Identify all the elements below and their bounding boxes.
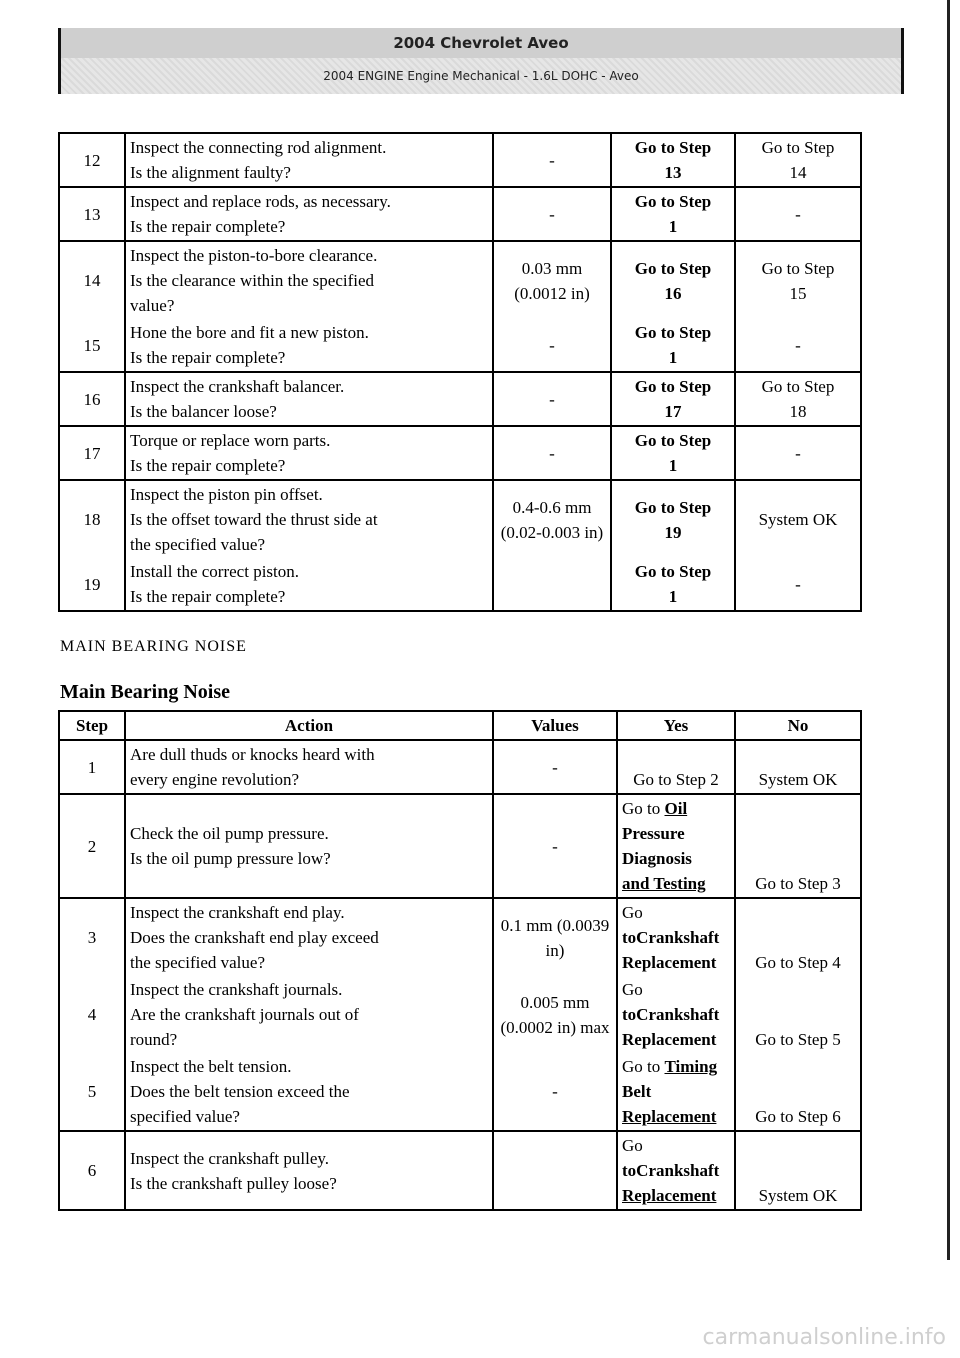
cell-line: Go to Step: [634, 431, 712, 450]
table-row: [59, 976, 861, 1053]
table-row: [59, 1053, 861, 1131]
yes-cell[interactable]: [611, 319, 735, 372]
link-prefix: Go to: [622, 799, 665, 818]
cell-line: Go: [622, 980, 643, 999]
cell-line: Is the crankshaft pulley loose?: [130, 1173, 337, 1193]
procedure-link[interactable]: Belt: [622, 1082, 652, 1101]
cell-line: Torque or replace worn parts.: [130, 431, 331, 450]
no-cell[interactable]: System OK: [735, 740, 861, 794]
cell-line: 17: [664, 402, 682, 421]
cell-line: Is the clearance within the specified: [130, 271, 375, 290]
action-cell: [125, 794, 493, 898]
cell-line: Go: [622, 903, 643, 922]
cell-line: -: [795, 443, 801, 463]
cell-line: [622, 871, 730, 896]
no-cell[interactable]: [735, 187, 861, 241]
cell-line: 19: [664, 522, 682, 542]
cell-line: [622, 846, 730, 871]
header-no: No: [735, 711, 861, 740]
table-row: [59, 319, 861, 372]
yes-cell[interactable]: [617, 1053, 735, 1131]
table-row: [59, 1131, 861, 1210]
cell-line: every engine revolution?: [130, 770, 299, 789]
values-cell: -: [493, 794, 617, 898]
action-cell: [125, 558, 493, 611]
values-cell: 0.03 mm (0.0012 in): [493, 241, 611, 319]
cell-line: Does the crankshaft end play exceed: [130, 928, 379, 947]
table-row: [59, 898, 861, 976]
cell-line: Go to Step: [634, 323, 712, 342]
no-cell[interactable]: [735, 558, 861, 611]
cell-line: 1: [668, 456, 678, 475]
cell-line: the specified value?: [130, 953, 265, 972]
header-step: Step: [59, 711, 125, 740]
cell-line: Replacement: [622, 953, 717, 972]
step-cell: 6: [59, 1131, 125, 1210]
header-yes: Yes: [617, 711, 735, 740]
cell-line: Inspect the crankshaft balancer.: [130, 377, 345, 396]
cell-line: the specified value?: [130, 535, 265, 554]
cell-line: Is the offset toward the thrust side at: [130, 510, 378, 529]
cell-line: value?: [130, 296, 175, 315]
table-row: [59, 133, 861, 187]
cell-line: Inspect the piston-to-bore clearance.: [130, 246, 378, 265]
cell-line: round?: [130, 1030, 178, 1049]
action-cell: [125, 740, 493, 794]
cell-line: Go to Step: [634, 138, 712, 157]
action-cell: [125, 241, 493, 319]
cell-line: Is the repair complete?: [130, 587, 286, 606]
cell-line: Go to Step: [634, 377, 712, 396]
action-cell: [125, 898, 493, 976]
values-cell: -: [493, 319, 611, 372]
cell-line: -: [795, 574, 801, 594]
cell-line: Is the oil pump pressure low?: [130, 849, 331, 868]
cell-line: Go to Step: [761, 377, 835, 396]
cell-line: toCrankshaft: [622, 1161, 720, 1180]
diagnostic-table-continued: [58, 132, 862, 612]
cell-line: -: [795, 204, 801, 224]
cell-line: specified value?: [130, 1107, 240, 1126]
cell-line: Is the alignment faulty?: [130, 163, 291, 182]
step-cell: 19: [59, 558, 125, 611]
cell-line: Is the repair complete?: [130, 456, 286, 475]
cell-line: -: [795, 335, 801, 355]
no-cell[interactable]: [735, 241, 861, 319]
values-cell: -: [493, 133, 611, 187]
cell-line: 13: [664, 163, 682, 182]
cell-line: 1: [668, 348, 678, 367]
cell-line: Is the repair complete?: [130, 348, 286, 367]
table-row: [59, 187, 861, 241]
no-cell[interactable]: [735, 372, 861, 426]
procedure-link[interactable]: Timing: [664, 1057, 718, 1076]
cell-line: Go to Step: [634, 562, 712, 581]
cell-line: Are dull thuds or knocks heard with: [130, 745, 375, 764]
action-cell: [125, 976, 493, 1053]
cell-line: 15: [789, 283, 807, 303]
yes-cell[interactable]: Go to Step 2: [617, 740, 735, 794]
cell-line: Inspect the connecting rod alignment.: [130, 138, 387, 157]
cell-line: toCrankshaft: [622, 928, 720, 947]
yes-cell[interactable]: [611, 187, 735, 241]
yes-cell[interactable]: [611, 372, 735, 426]
values-cell: -: [493, 426, 611, 480]
yes-cell[interactable]: [617, 976, 735, 1053]
yes-cell[interactable]: [611, 558, 735, 611]
no-cell[interactable]: Go to Step 5: [735, 976, 861, 1053]
table-row: [59, 480, 861, 558]
cell-line: Go to Step: [761, 138, 835, 157]
step-cell: 3: [59, 898, 125, 976]
table-row: [59, 740, 861, 794]
cell-line: Inspect the piston pin offset.: [130, 485, 323, 504]
step-cell: 15: [59, 319, 125, 372]
step-cell: 14: [59, 241, 125, 319]
step-cell: 13: [59, 187, 125, 241]
step-cell: 2: [59, 794, 125, 898]
action-cell: [125, 480, 493, 558]
table-row: [59, 558, 861, 611]
procedure-link[interactable]: Oil: [664, 799, 688, 818]
cell-line: Is the repair complete?: [130, 217, 286, 236]
no-cell[interactable]: Go to Step 4: [735, 898, 861, 976]
cell-line: [622, 1079, 730, 1104]
section-label: MAIN BEARING NOISE: [60, 638, 247, 655]
no-cell[interactable]: [735, 319, 861, 372]
cell-line: Go to Step: [761, 258, 835, 278]
cell-line: System OK: [758, 510, 838, 529]
watermark: carmanualsonline.info: [702, 1325, 946, 1350]
cell-line: Go to Step: [634, 497, 712, 517]
yes-cell[interactable]: [611, 241, 735, 319]
no-cell[interactable]: Go to Step 3: [735, 794, 861, 898]
table-row: [59, 794, 861, 898]
document-subtitle: 2004 ENGINE Engine Mechanical - 1.6L DOHC - Aveo: [61, 58, 901, 94]
cell-line: Inspect and replace rods, as necessary.: [130, 192, 391, 211]
table-row: [59, 372, 861, 426]
action-cell: [125, 187, 493, 241]
cell-line: Install the correct piston.: [130, 562, 300, 581]
cell-line: Inspect the crankshaft pulley.: [130, 1148, 330, 1168]
step-cell: 1: [59, 740, 125, 794]
procedure-link[interactable]: Diagnosis: [622, 849, 692, 868]
document-title: 2004 Chevrolet Aveo: [61, 28, 901, 58]
table-header-row: [59, 711, 861, 740]
cell-line: Hone the bore and fit a new piston.: [130, 323, 369, 342]
values-cell: -: [493, 1053, 617, 1131]
table-row: [59, 426, 861, 480]
values-cell: [493, 1131, 617, 1210]
cell-line: [622, 1104, 730, 1129]
step-cell: 4: [59, 976, 125, 1053]
header-values: Values: [493, 711, 617, 740]
cell-line: Go: [622, 1136, 643, 1155]
action-cell: [125, 133, 493, 187]
cell-line: Replacement: [622, 1030, 717, 1049]
section-title: Main Bearing Noise: [60, 681, 230, 703]
cell-line: [622, 821, 730, 846]
cell-line: Inspect the belt tension.: [130, 1057, 292, 1076]
cell-line: Does the belt tension exceed the: [130, 1082, 350, 1101]
values-cell: -: [493, 372, 611, 426]
values-cell: -: [493, 740, 617, 794]
cell-line: Is the balancer loose?: [130, 402, 277, 421]
yes-cell[interactable]: [611, 426, 735, 480]
no-cell[interactable]: Go to Step 6: [735, 1053, 861, 1131]
action-cell: [125, 319, 493, 372]
step-cell: 18: [59, 480, 125, 558]
step-cell: 16: [59, 372, 125, 426]
cell-line: 1: [668, 587, 678, 606]
cell-line: 16: [664, 283, 682, 303]
cell-line: Inspect the crankshaft end play.: [130, 903, 345, 922]
action-cell: [125, 426, 493, 480]
header-action: Action: [125, 711, 493, 740]
yes-cell[interactable]: [617, 794, 735, 898]
step-cell: 5: [59, 1053, 125, 1131]
yes-cell[interactable]: [617, 898, 735, 976]
cell-line: Are the crankshaft journals out of: [130, 1005, 359, 1024]
cell-line: 18: [789, 402, 807, 421]
no-cell[interactable]: [735, 133, 861, 187]
yes-cell[interactable]: [617, 1131, 735, 1210]
link-prefix: Go to: [622, 1057, 665, 1076]
yes-cell[interactable]: [611, 133, 735, 187]
values-cell: 0.4-0.6 mm (0.02-0.003 in): [493, 480, 611, 558]
document-header: [58, 28, 904, 94]
no-cell[interactable]: [735, 426, 861, 480]
procedure-link[interactable]: Pressure: [622, 824, 685, 843]
action-cell: [125, 1053, 493, 1131]
table-row: [59, 241, 861, 319]
values-cell: -: [493, 187, 611, 241]
cell-line: Replacement: [622, 1186, 717, 1205]
values-cell: 0.1 mm (0.0039 in): [493, 898, 617, 976]
step-cell: 17: [59, 426, 125, 480]
no-cell[interactable]: System OK: [735, 1131, 861, 1210]
yes-cell[interactable]: [611, 480, 735, 558]
cell-line: toCrankshaft: [622, 1005, 720, 1024]
cell-line: 14: [789, 163, 807, 182]
cell-line: Go to Step: [634, 258, 712, 278]
cell-line: Check the oil pump pressure.: [130, 824, 329, 843]
cell-line: 1: [668, 217, 678, 236]
cell-line: Inspect the crankshaft journals.: [130, 980, 343, 999]
cell-line: Go to Step: [634, 192, 712, 211]
no-cell[interactable]: [735, 480, 861, 558]
values-cell: 0.005 mm (0.0002 in) max: [493, 976, 617, 1053]
right-page-border: [947, 0, 950, 1260]
action-cell: [125, 372, 493, 426]
table2-body: [59, 740, 861, 1210]
procedure-link[interactable]: and Testing: [622, 874, 706, 893]
procedure-link[interactable]: Replacement: [622, 1107, 717, 1126]
action-cell: [125, 1131, 493, 1210]
cell-line: [622, 796, 730, 821]
cell-line: [622, 1054, 730, 1079]
main-bearing-noise-table: [58, 710, 862, 1211]
values-cell: [493, 558, 611, 611]
step-cell: 12: [59, 133, 125, 187]
table1-body: [59, 133, 861, 611]
